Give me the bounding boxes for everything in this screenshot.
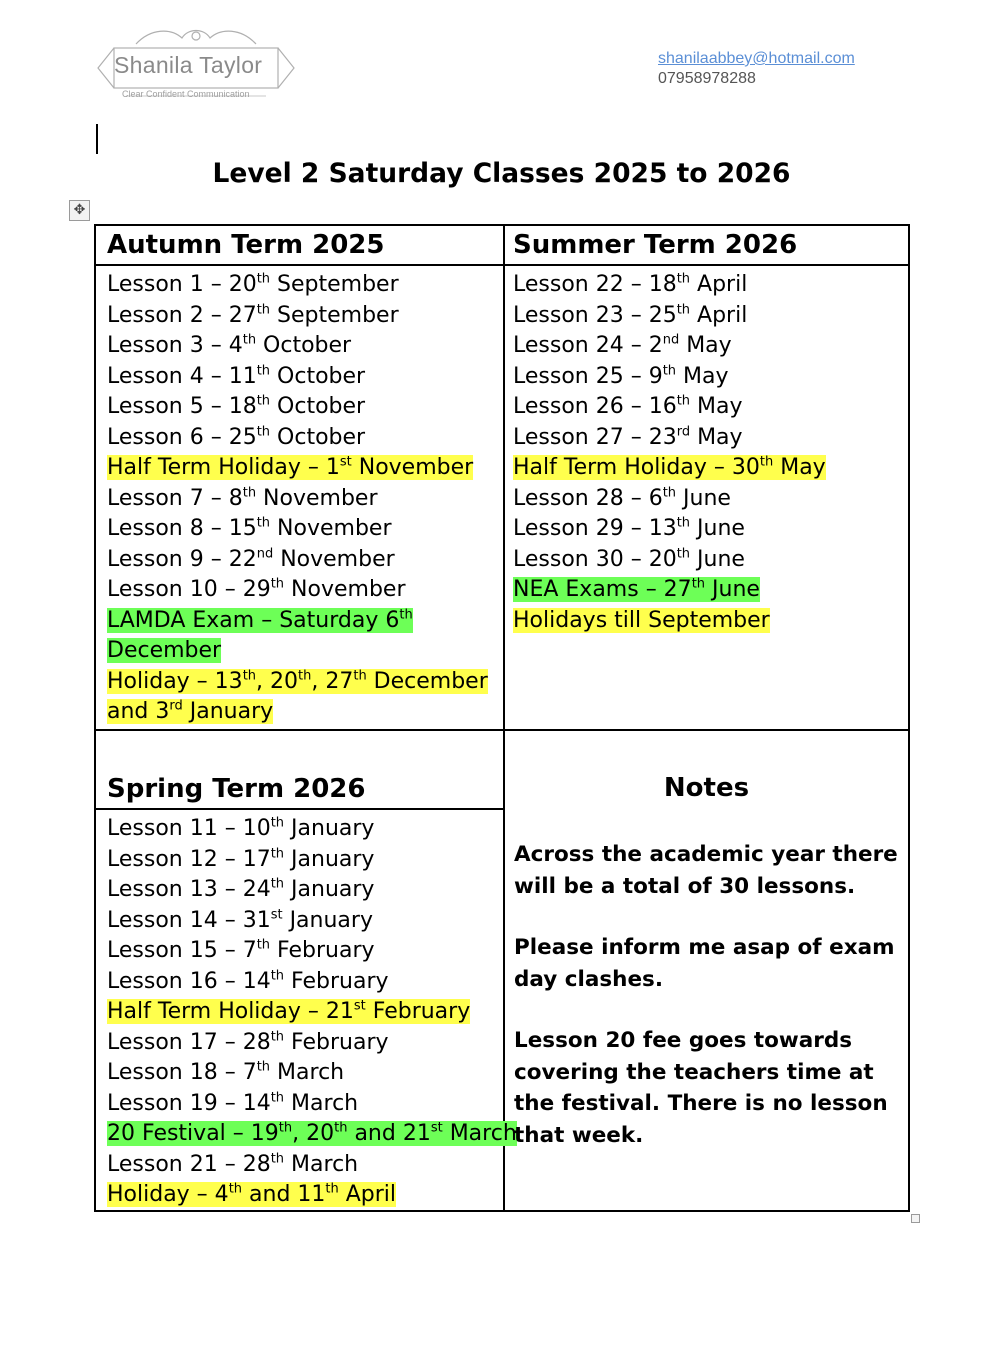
lesson-row: Lesson 19 – 14th March [107, 1090, 359, 1116]
christmas-holiday-row: Holiday – 13th, 20th, 27th December and 3rd January [107, 668, 488, 724]
contact-block [658, 49, 855, 89]
email-link[interactable]: shanilaabbey@hotmail.com [658, 50, 855, 67]
logo-name: Shanila Taylor [114, 52, 263, 78]
text-cursor [96, 124, 98, 154]
lesson-row: Lesson 25 – 9th May [513, 363, 729, 389]
table-resize-handle[interactable] [911, 1214, 920, 1223]
table-move-handle-icon[interactable]: ✥ [69, 200, 90, 221]
lesson-row: Lesson 17 – 28th February [107, 1029, 389, 1055]
lesson-row: Lesson 30 – 20th June [513, 546, 745, 572]
lesson-row: Lesson 8 – 15th November [107, 515, 392, 541]
lesson-row: Lesson 7 – 8th November [107, 485, 378, 511]
lesson-row: NEA Exams – 27th June [513, 576, 760, 602]
lesson-row: Holidays till September [513, 607, 770, 633]
lesson-row: Lesson 21 – 28th March [107, 1151, 359, 1177]
lesson-row: Lesson 12 – 17th January [107, 846, 375, 872]
lesson-row: Lesson 9 – 22nd November [107, 546, 395, 572]
festival-row: 20 Festival – 19th, 20th and 21st March [107, 1120, 517, 1146]
page-title: Level 2 Saturday Classes 2025 to 2026 [212, 158, 791, 189]
lesson-row: Lesson 6 – 25th October [107, 424, 366, 450]
lesson-row: Lesson 14 – 31st January [107, 907, 373, 933]
logo [96, 26, 296, 102]
summer-lessons [513, 270, 905, 636]
lesson-row: Lesson 24 – 2nd May [513, 332, 732, 358]
lesson-row: Lesson 1 – 20th September [107, 271, 399, 297]
lesson-row: Lesson 10 – 29th November [107, 576, 406, 602]
lesson-row: Lesson 2 – 27th September [107, 302, 399, 328]
phone-number: 07958978288 [658, 70, 756, 87]
lesson-row: Lesson 5 – 18th October [107, 393, 366, 419]
note-paragraph: Lesson 20 fee goes towards covering the teachers time at the festival. There is no lesson that week. [514, 1028, 888, 1148]
lesson-row: Lesson 4 – 11th October [107, 363, 366, 389]
logo-tagline: Clear Confident Communication [122, 89, 250, 99]
lesson-row: Lesson 22 – 18th April [513, 271, 748, 297]
notes-heading: Notes [663, 773, 750, 803]
lesson-row: Lesson 28 – 6th June [513, 485, 731, 511]
row-divider [96, 729, 908, 731]
term-heading: Spring Term 2026 [107, 774, 366, 804]
lesson-row: Lesson 11 – 10th January [107, 815, 375, 841]
lesson-row: Lesson 23 – 25th April [513, 302, 748, 328]
summer-term-cell [513, 230, 905, 636]
note-paragraph: Please inform me asap of exam day clashes. [514, 935, 895, 992]
lesson-row: Lesson 15 – 7th February [107, 937, 375, 963]
lesson-row: Lesson 18 – 7th March [107, 1059, 345, 1085]
lesson-row: Lesson 3 – 4th October [107, 332, 352, 358]
lamda-exam-row: LAMDA Exam – Saturday 6th December [107, 607, 413, 663]
lesson-row: Lesson 13 – 24th January [107, 876, 375, 902]
lesson-row: Half Term Holiday – 1st November [107, 454, 474, 480]
lesson-row: Lesson 29 – 13th June [513, 515, 745, 541]
lesson-row: Half Term Holiday – 21st February [107, 998, 471, 1024]
note-paragraph: Across the academic year there will be a total of 30 lessons. [514, 842, 898, 899]
lesson-row: Half Term Holiday – 30th May [513, 454, 826, 480]
lesson-row: Lesson 16 – 14th February [107, 968, 389, 994]
spring-lessons [107, 814, 499, 1119]
notes-body [514, 839, 906, 1181]
schedule-table [94, 224, 910, 1212]
spring-lessons-after [107, 1150, 499, 1181]
lesson-row: Lesson 27 – 23rd May [513, 424, 743, 450]
term-heading: Summer Term 2026 [513, 230, 798, 260]
term-heading: Autumn Term 2025 [107, 230, 385, 260]
autumn-lessons [107, 270, 499, 606]
autumn-term-cell [107, 230, 499, 728]
lesson-row: Lesson 26 – 16th May [513, 393, 743, 419]
spring-term-cell [107, 774, 517, 1211]
easter-holiday-row: Holiday – 4th and 11th April [107, 1181, 397, 1207]
column-divider [503, 226, 505, 1210]
